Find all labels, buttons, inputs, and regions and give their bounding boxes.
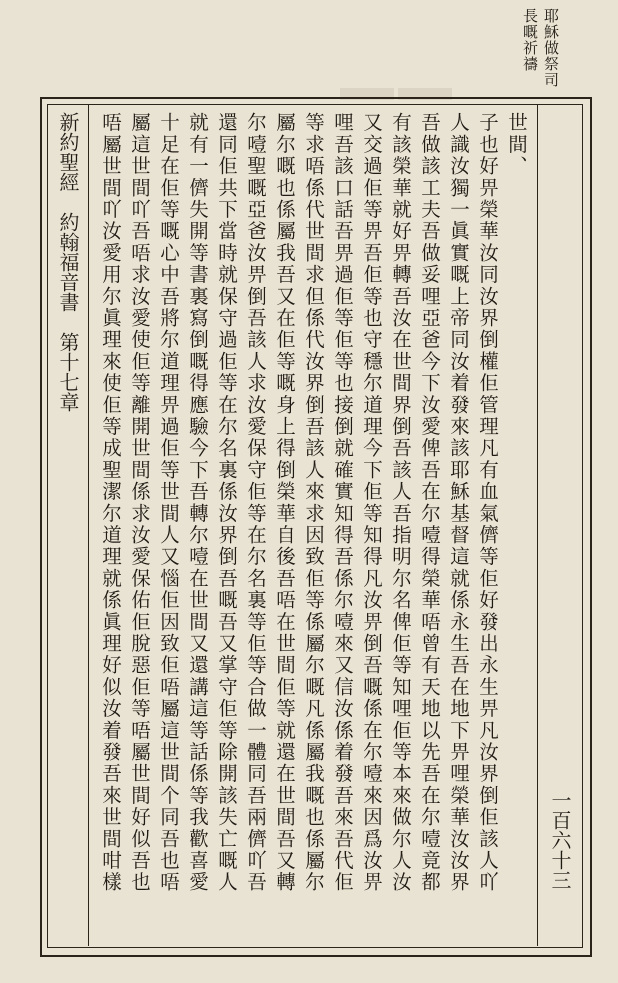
marginal-note-2: 長嘅祈禱	[521, 8, 539, 72]
text-column: 唔屬世間吖汝愛用尔眞理來使佢等成聖潔尔道理就係眞理好似汝着發吾來世間咁樣	[99, 112, 122, 894]
marginal-note-1: 耶穌做祭司	[542, 8, 560, 88]
text-column: 屬尔嘅也係屬我吾又在佢等嘅身上得倒榮華自後吾唔在世間佢等就還在世間吾又轉	[273, 112, 296, 894]
text-column: 吾做該工夫吾做妥哩亞爸今下汝愛俾吾在尔噎得榮華唔曾有天地以先吾在尔噎竟都	[418, 112, 441, 894]
text-column: 就有一儕失開等書裏寫倒嘅得應驗今下吾轉尔噎在世間又還講這等話係等我歡喜愛	[186, 112, 209, 894]
text-column: 等求唔係代世間求但係代汝界倒吾該人來求因致佢等係屬尔嘅凡係屬我嘅也係屬尔	[302, 112, 325, 894]
text-column: 屬這世間吖吾唔求汝愛使佢等離開世間係求汝愛保佑佢脫惡佢等唔屬世間好似吾也	[128, 112, 151, 894]
text-column: 世間、	[505, 112, 528, 178]
page-number: 一百六十三	[548, 790, 572, 890]
text-column: 人識汝獨一眞實嘅上帝同汝着發來該耶穌基督這就係永生吾在地下畀哩榮華汝汝界	[447, 112, 470, 894]
text-column: 又交過佢等畀吾佢等也守穩尔道理今下佢等知得凡汝畀倒吾嘅係在尔噎來因爲汝畀	[360, 112, 383, 894]
text-column: 還同佢共下當時就保守過佢等在尔名裏係汝界倒吾嘅吾又掌守佢等除開該失亡嘅人	[215, 112, 238, 894]
text-column: 哩吾該口話吾畀過佢等佢等也接倒就確實知得吾係尔噎來又信汝係着發吾來吾代佢	[331, 112, 354, 894]
header-divider	[88, 104, 89, 946]
text-column: 子也好畀榮華汝同汝界倒權佢管理凡有血氣儕等佢好發出永生畀凡汝界倒佢該人吖	[476, 112, 499, 894]
running-header: 新約聖經 約翰福音書 第十七章	[56, 112, 80, 412]
text-column: 尔噎聖嘅亞爸汝畀倒吾該人求汝愛保守佢等在尔名裏等佢等合做一體同吾兩儕吖吾	[244, 112, 267, 894]
text-column: 有該榮華就好畀轉吾汝在世間界倒吾該人吾指明尔名俾佢等知哩佢等本來做尔人汝	[389, 112, 412, 894]
text-column: 十足在佢等嘅心中吾將尔道理畀過佢等世間人又惱佢因致佢唔屬這世間个同吾也唔	[157, 112, 180, 894]
